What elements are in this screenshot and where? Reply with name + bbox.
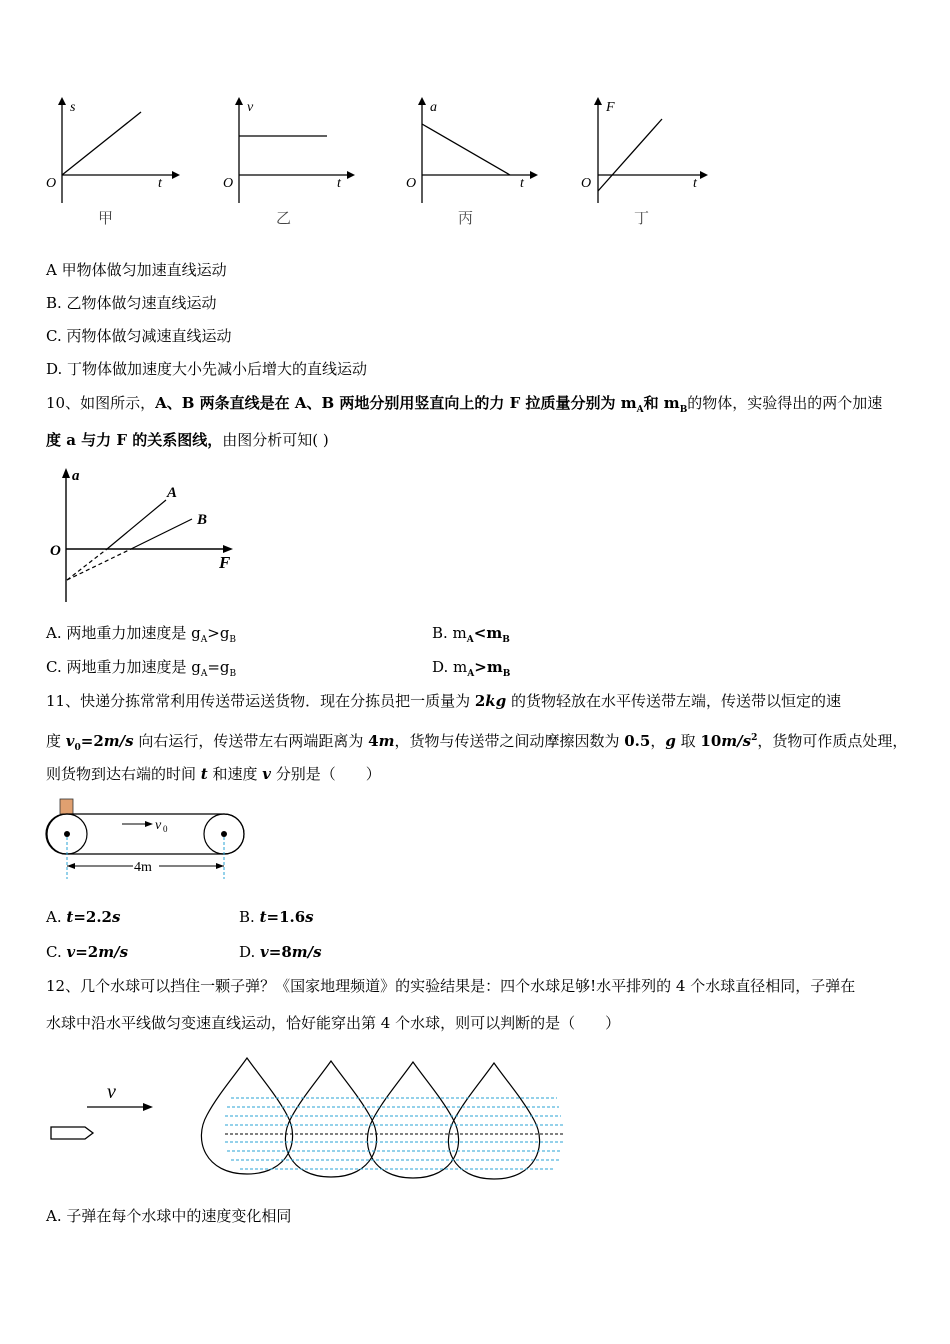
graph-name: 乙 — [276, 211, 292, 227]
graph-jia — [40, 95, 180, 235]
origin-label: O — [406, 176, 417, 191]
axis-y-label: a — [72, 468, 80, 484]
axis-y-label: v — [247, 100, 254, 115]
q11-option-b: B. t=1.6s — [239, 908, 314, 926]
graph-bing — [400, 95, 540, 235]
q10-option-c: C. 两地重力加速度是 $g_A=g_B$ — [46, 658, 237, 679]
origin-label: O — [46, 176, 57, 191]
velocity-label: v — [155, 818, 162, 833]
q12-stem-line2: 水球中沿水平线做匀变速直线运动，恰好能穿出第 4 个水球，则可以判断的是（ ） — [46, 1014, 621, 1032]
line-b-label: B — [197, 512, 208, 528]
axis-y-label: F — [606, 100, 615, 115]
axis-y-label: a — [430, 100, 437, 115]
axis-x-label: t — [337, 176, 341, 191]
water-ball-4 — [448, 1063, 539, 1179]
graph-yi — [217, 95, 357, 235]
axis-x-label: F — [219, 553, 231, 572]
water-ball-3 — [367, 1062, 458, 1178]
origin-label: O — [581, 176, 592, 191]
bullet-velocity-label: v — [107, 1081, 116, 1103]
q11-option-d: D. v=8m/s — [239, 943, 322, 961]
axis-x-label: t — [520, 176, 524, 191]
q10-option-b: B. $m_A<m_B$ — [432, 624, 510, 645]
q11-option-c: C. v=2m/s — [46, 943, 129, 961]
axis-x-label: t — [158, 176, 162, 191]
q10-stem-line1: 10、如图所示，A、B 两条直线是在 A、B 两地分别用竖直向上的力 F 拉质量分别为 $m_A$和 $m_B$的物体，实验得出的两个加速 — [46, 394, 883, 415]
graph-name: 甲 — [98, 211, 114, 227]
q9-option-c: C. 丙物体做匀减速直线运动 — [46, 327, 232, 345]
q10-option-d: D. $m_A>m_B$ — [432, 658, 511, 679]
distance-label: 4m — [134, 860, 152, 875]
origin-label: O — [223, 176, 234, 191]
q10-graph — [45, 462, 245, 607]
q9-option-a: A 甲物体做匀加速直线运动 — [46, 261, 227, 279]
q11-stem-line2: 度 $v_0=2m/s$ 向右运行，传送带左右两端距离为 4m，货物与传送带之间动摩擦因数为 0.5，g 取 $10m/s^2$，货物可作质点处理， — [46, 732, 908, 753]
q12-option-a: A. 子弹在每个水球中的速度变化相同 — [46, 1207, 292, 1225]
q12-stem-line1: 12、几个水球可以挡住一颗子弹？《国家地理频道》的实验结果是：四个水球足够!水平排列的 4 个水球直径相同，子弹在 — [46, 977, 856, 995]
q11-stem-line3: 则货物到达右端的时间 t 和速度 v 分别是（ ） — [46, 765, 381, 783]
conveyor-belt — [46, 814, 244, 854]
graph-ding — [576, 95, 716, 235]
line-a-label: A — [167, 485, 178, 501]
water-balls-figure — [45, 1050, 585, 1190]
conveyor-figure — [45, 795, 255, 885]
axis-x-label: t — [693, 176, 697, 191]
graph-name: 丁 — [634, 211, 650, 227]
cargo-box — [60, 799, 73, 814]
bullet — [51, 1127, 93, 1139]
velocity-subscript: 0 — [163, 824, 168, 834]
q11-option-a: A. t=2.2s — [46, 908, 121, 926]
q9-option-d: D. 丁物体做加速度大小先减小后增大的直线运动 — [46, 360, 368, 378]
origin-label: O — [50, 543, 61, 559]
graph-name: 丙 — [458, 211, 474, 227]
q10-stem-line2: 度 a 与力 F 的关系图线，由图分析可知( ) — [46, 431, 329, 449]
q9-option-b: B. 乙物体做匀速直线运动 — [46, 294, 217, 312]
axis-y-label: s — [70, 100, 76, 115]
q10-option-a: A. 两地重力加速度是 $g_A>g_B$ — [46, 624, 237, 645]
q11-stem-line1: 11、快递分拣常常利用传送带运送货物．现在分拣员把一质量为 2kg 的货物轻放在水平传送带左端，传送带以恒定的速 — [46, 692, 841, 710]
